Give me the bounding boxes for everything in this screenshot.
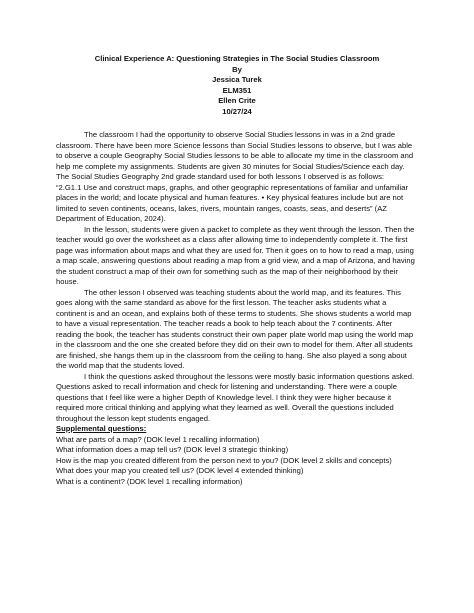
paragraph-intro: The classroom I had the opportunity to observe Social Studies lessons in was in a 2nd grade classroom. There have been more Science lessons than Social Studies lessons to observe, but I was able to observe a couple Geography Social Studies lessons to be able to allocate my time in the classroom and help me complete my assignments. Students are given 30 minutes for Social Studies/Science each day. The Social Studies Geography 2nd grade standard used for both lessons I observed is as follows: (56, 130, 414, 181)
question-item: What does your map you created tell us? (DOK level 4 extended thinking) (56, 466, 304, 475)
question-item: How is the map you created different from the person next to you? (DOK level 2 skills and concepts) (56, 455, 392, 465)
question-item: What information does a map tell us? (DOK level 3 strategic thinking) (56, 445, 289, 454)
question-item: What is a continent? (DOK level 1 recalling information) (56, 476, 243, 486)
document-title: Clinical Experience A: Questioning Strategies in The Social Studies Classroom (94, 54, 380, 63)
paragraph-reflection: I think the questions asked throughout the lessons were mostly basic information questions asked. Questions asked to recall information and check for listening and understanding. There were a couple questions that I feel like were a higher Depth of Knowledge level. I think they were higher because it required more critical thinking and applying what they learned as well. Overall the questions included throughout the lesson kept students engaged. (56, 371, 415, 423)
paragraph-lesson-one: In the lesson, students were given a packet to complete as they went through the lesson. Then the teacher would go over the worksheet as a class after allowing time to independently complete it. The first page was information about maps and what they are used for. Then it goes on to how to read a map, using a map scale, answering questions about reading a map from a grid view, and a map of Arizona, and having the student construct a map of their own for something such as the map of their neighborhood by their house. (56, 224, 415, 286)
title-block (40, 54, 434, 118)
supplemental-heading: Supplemental questions: (56, 424, 147, 433)
paragraph-lesson-two: The other lesson I observed was teaching students about the world map, and its features. This goes along with the same standard as above for the first lesson. The teacher asks students what a continent is and an ocean, and explains both of these terms to students. She shows students a world map to have a visual representation. The teacher reads a book to help teach about the 7 continents. After reading the book, the teacher has students construct their own paper plate world map using the world map in the classroom and the one she created before they did on their own to model for them. After all students are finished, she hangs them up in the classroom from the ceiling to hang. She also played a song about the world map that the students loved. (56, 287, 414, 370)
document-date: 10/27/24 (222, 106, 252, 116)
question-item: What are parts of a map? (DOK level 1 recalling information) (56, 434, 260, 444)
instructor-name: Ellen Crite (218, 96, 256, 106)
standard-quote: “2.G1.1 Use and construct maps, graphs, and other geographic representations of familiar and unfamiliar places in the world; and locate physical and human features. • Key physical features include but are not limited to seven continents, oceans, lakes, rivers, mountain ranges, coasts, seas, and deserts” (AZ Department of Education, 2024). (56, 182, 409, 223)
course-code: ELM351 (222, 85, 252, 95)
byline: By (232, 64, 242, 74)
document-body (56, 130, 416, 487)
author-name: Jessica Turek (212, 75, 262, 85)
